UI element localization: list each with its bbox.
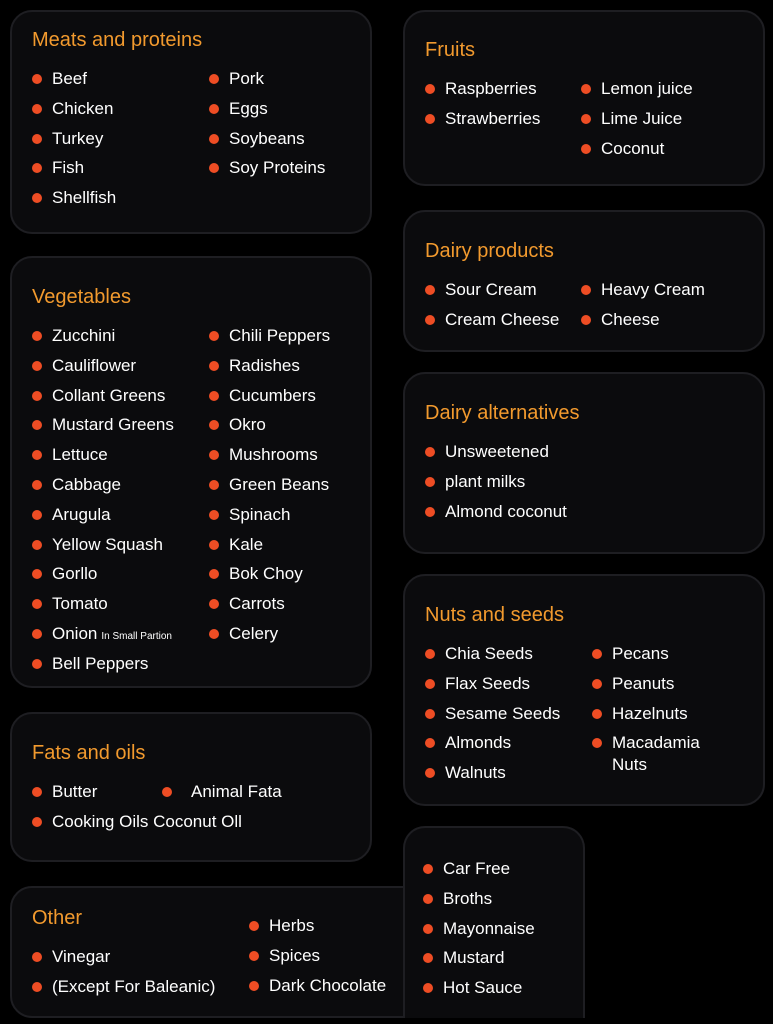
list-item: Walnuts bbox=[425, 762, 560, 792]
bullet-icon bbox=[162, 787, 172, 797]
dairy-col-2 bbox=[581, 279, 705, 339]
list-item: Mustard Greens bbox=[32, 414, 174, 444]
bullet-icon bbox=[32, 510, 42, 520]
list-item: Carrots bbox=[209, 593, 330, 623]
list-item: Cheese bbox=[581, 309, 705, 339]
list-item: Lemon juice bbox=[581, 78, 693, 108]
bullet-icon bbox=[32, 361, 42, 371]
list-item: Car Free bbox=[423, 858, 535, 888]
bullet-icon bbox=[209, 540, 219, 550]
list-item: Mustard bbox=[423, 947, 535, 977]
meats-col-2 bbox=[209, 68, 325, 187]
bullet-icon bbox=[209, 104, 219, 114]
bullet-icon bbox=[425, 679, 435, 689]
bullet-icon bbox=[209, 134, 219, 144]
list-item: Onion In Small Partion bbox=[32, 623, 174, 653]
bullet-icon bbox=[32, 982, 42, 992]
bullet-icon bbox=[209, 331, 219, 341]
bullet-icon bbox=[209, 480, 219, 490]
bullet-icon bbox=[209, 629, 219, 639]
list-item: Bell Peppers bbox=[32, 653, 174, 683]
list-item: Collant Greens bbox=[32, 385, 174, 415]
fruits-title: Fruits bbox=[425, 39, 475, 61]
vegetables-col-2 bbox=[209, 325, 330, 653]
list-item: Arugula bbox=[32, 504, 174, 534]
bullet-icon bbox=[32, 104, 42, 114]
list-item: Macadamia Nuts bbox=[592, 732, 700, 780]
vegetables-title: Vegetables bbox=[32, 286, 131, 308]
bullet-icon bbox=[32, 599, 42, 609]
bullet-icon bbox=[32, 331, 42, 341]
list-item: Herbs bbox=[249, 915, 386, 945]
list-item: Cauliflower bbox=[32, 355, 174, 385]
list-item: Strawberries bbox=[425, 108, 540, 138]
list-item: Heavy Cream bbox=[581, 279, 705, 309]
bullet-icon bbox=[209, 569, 219, 579]
list-item: Chili Peppers bbox=[209, 325, 330, 355]
bullet-icon bbox=[209, 420, 219, 430]
bullet-icon bbox=[425, 285, 435, 295]
list-item: Radishes bbox=[209, 355, 330, 385]
list-item: Sour Cream bbox=[425, 279, 559, 309]
list-item: Cucumbers bbox=[209, 385, 330, 415]
list-item: Celery bbox=[209, 623, 330, 653]
bullet-icon bbox=[592, 649, 602, 659]
dairy-alt-title: Dairy alternatives bbox=[425, 402, 580, 424]
list-item: Shellfish bbox=[32, 187, 116, 217]
list-item: Almond coconut bbox=[425, 501, 567, 531]
list-item: plant milks bbox=[425, 471, 567, 501]
nuts-title: Nuts and seeds bbox=[425, 604, 564, 626]
bullet-icon bbox=[425, 114, 435, 124]
bullet-icon bbox=[32, 787, 42, 797]
bullet-icon bbox=[32, 391, 42, 401]
list-item: Vinegar bbox=[32, 946, 215, 976]
bullet-icon bbox=[581, 144, 591, 154]
list-item: Okro bbox=[209, 414, 330, 444]
list-item: Mayonnaise bbox=[423, 918, 535, 948]
bullet-icon bbox=[249, 951, 259, 961]
list-item: Tomato bbox=[32, 593, 174, 623]
bullet-icon bbox=[32, 74, 42, 84]
other-col-1 bbox=[32, 946, 215, 1006]
list-item: Chia Seeds bbox=[425, 643, 560, 673]
bullet-icon bbox=[32, 952, 42, 962]
list-item: Lettuce bbox=[32, 444, 174, 474]
meats-col-1 bbox=[32, 68, 116, 217]
list-item: Yellow Squash bbox=[32, 534, 174, 564]
bullet-icon bbox=[581, 114, 591, 124]
bullet-icon bbox=[32, 540, 42, 550]
list-item: Raspberries bbox=[425, 78, 540, 108]
bullet-icon bbox=[581, 315, 591, 325]
dairy-title: Dairy products bbox=[425, 240, 554, 262]
bullet-icon bbox=[209, 391, 219, 401]
other-col-3 bbox=[423, 858, 535, 1007]
bullet-icon bbox=[423, 983, 433, 993]
bullet-icon bbox=[581, 285, 591, 295]
list-item: Bok Choy bbox=[209, 563, 330, 593]
bullet-icon bbox=[425, 315, 435, 325]
fats-title: Fats and oils bbox=[32, 742, 146, 764]
bullet-icon bbox=[209, 510, 219, 520]
list-item: Chicken bbox=[32, 98, 116, 128]
bullet-icon bbox=[425, 649, 435, 659]
bullet-icon bbox=[425, 768, 435, 778]
list-item: Soy Proteins bbox=[209, 157, 325, 187]
list-item: Peanuts bbox=[592, 673, 700, 703]
list-item: Spinach bbox=[209, 504, 330, 534]
list-item: Mushrooms bbox=[209, 444, 330, 474]
list-item: Lime Juice bbox=[581, 108, 693, 138]
list-item: Unsweetened bbox=[425, 441, 567, 471]
list-item: Flax Seeds bbox=[425, 673, 560, 703]
list-item: Broths bbox=[423, 888, 535, 918]
bullet-icon bbox=[32, 450, 42, 460]
bullet-icon bbox=[423, 924, 433, 934]
list-item: Hot Sauce bbox=[423, 977, 535, 1007]
bullet-icon bbox=[425, 84, 435, 94]
bullet-icon bbox=[209, 361, 219, 371]
bullet-icon bbox=[425, 709, 435, 719]
list-item: Green Beans bbox=[209, 474, 330, 504]
bullet-icon bbox=[32, 480, 42, 490]
fruits-col-2 bbox=[581, 78, 693, 167]
bullet-icon bbox=[425, 507, 435, 517]
list-item: Dark Chocolate bbox=[249, 975, 386, 1005]
vegetables-col-1 bbox=[32, 325, 174, 683]
bullet-icon bbox=[209, 599, 219, 609]
bullet-icon bbox=[423, 953, 433, 963]
bullet-icon bbox=[423, 864, 433, 874]
dairy-col-1 bbox=[425, 279, 559, 339]
list-item: Cream Cheese bbox=[425, 309, 559, 339]
list-item: Soybeans bbox=[209, 128, 325, 158]
bullet-icon bbox=[32, 569, 42, 579]
bullet-icon bbox=[423, 894, 433, 904]
list-item: Fish bbox=[32, 157, 116, 187]
bullet-icon bbox=[425, 477, 435, 487]
list-item: Butter bbox=[32, 781, 242, 811]
list-item: Kale bbox=[209, 534, 330, 564]
list-item: Gorllo bbox=[32, 563, 174, 593]
list-item: Coconut bbox=[581, 138, 693, 168]
list-item: Turkey bbox=[32, 128, 116, 158]
meats-title: Meats and proteins bbox=[32, 29, 203, 51]
other-title: Other bbox=[32, 907, 83, 929]
fats-col-2 bbox=[162, 781, 282, 811]
list-item: Eggs bbox=[209, 98, 325, 128]
bullet-icon bbox=[32, 134, 42, 144]
bullet-icon bbox=[249, 981, 259, 991]
bullet-icon bbox=[249, 921, 259, 931]
bullet-icon bbox=[32, 659, 42, 669]
bullet-icon bbox=[425, 447, 435, 457]
list-item: Hazelnuts bbox=[592, 703, 700, 733]
bullet-icon bbox=[425, 738, 435, 748]
bullet-icon bbox=[209, 163, 219, 173]
bullet-icon bbox=[32, 420, 42, 430]
list-item: Spices bbox=[249, 945, 386, 975]
bullet-icon bbox=[209, 450, 219, 460]
nuts-col-2 bbox=[592, 643, 700, 780]
dairy-alt-col bbox=[425, 441, 567, 530]
list-item: Sesame Seeds bbox=[425, 703, 560, 733]
list-item: Cabbage bbox=[32, 474, 174, 504]
bullet-icon bbox=[32, 629, 42, 639]
list-item: Almonds bbox=[425, 732, 560, 762]
bullet-icon bbox=[592, 738, 602, 748]
list-item: Beef bbox=[32, 68, 116, 98]
list-item: Animal Fata bbox=[162, 781, 282, 811]
bullet-icon bbox=[32, 163, 42, 173]
list-item: Pork bbox=[209, 68, 325, 98]
fruits-col-1 bbox=[425, 78, 540, 138]
list-item: Pecans bbox=[592, 643, 700, 673]
onion-note: In Small Partion bbox=[101, 630, 172, 642]
list-item: (Except For Baleanic) bbox=[32, 976, 215, 1006]
bullet-icon bbox=[209, 74, 219, 84]
nuts-col-1 bbox=[425, 643, 560, 792]
list-item: Cooking Oils Coconut Oll bbox=[32, 811, 242, 841]
bullet-icon bbox=[581, 84, 591, 94]
bullet-icon bbox=[592, 679, 602, 689]
other-col-2 bbox=[249, 915, 386, 1004]
bullet-icon bbox=[32, 817, 42, 827]
bullet-icon bbox=[592, 709, 602, 719]
list-item: Zucchini bbox=[32, 325, 174, 355]
bullet-icon bbox=[32, 193, 42, 203]
